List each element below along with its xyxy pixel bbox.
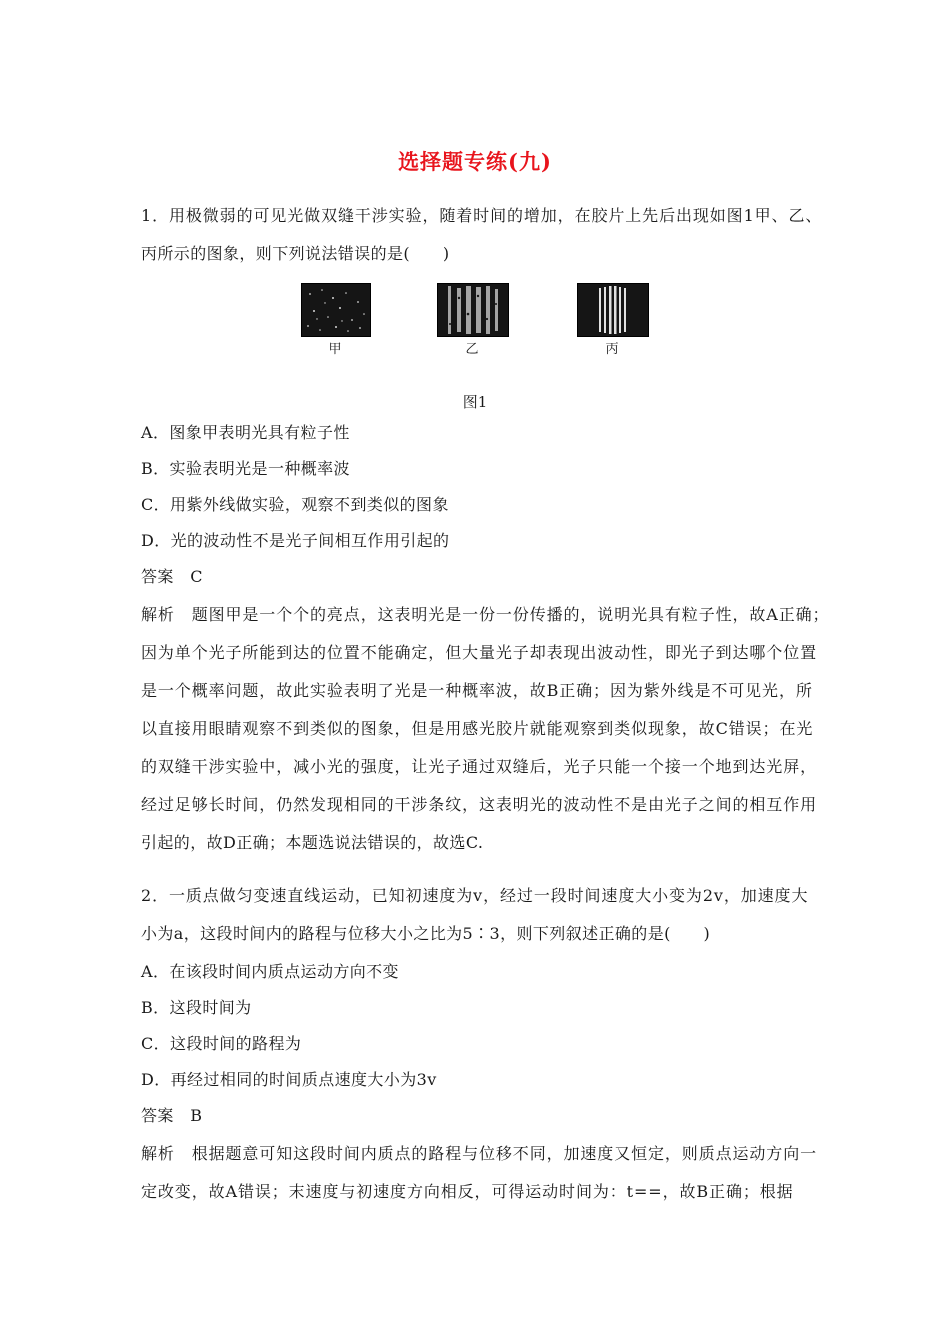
figure-yi-image	[437, 283, 509, 337]
figure-label-yi: 乙	[465, 342, 479, 357]
q2-stem-line-1: 2．一质点做匀变速直线运动，已知初速度为v，经过一段时间速度大小变为2v，加速度大	[141, 886, 809, 905]
q2-answer: 答案 B	[141, 1106, 203, 1125]
q2-analysis-line-1: 解析 根据题意可知这段时间内质点的路程与位移不同，加速度又恒定，则质点运动方向一	[141, 1144, 818, 1163]
q2-option-d: D．再经过相同的时间质点速度大小为3v	[141, 1070, 437, 1089]
q1-stem-line-2: 丙所示的图象，则下列说法错误的是( )	[141, 244, 450, 263]
q2-option-a: A．在该段时间内质点运动方向不变	[141, 962, 399, 981]
q1-option-b: B．实验表明光是一种概率波	[141, 459, 350, 478]
q1-analysis-line-6: 经过足够长时间，仍然发现相同的干涉条纹，这表明光的波动性不是由光子之间的相互作用	[141, 795, 818, 814]
q1-option-d: D．光的波动性不是光子间相互作用引起的	[141, 531, 450, 550]
figure-label-jia: 甲	[328, 342, 342, 357]
figure-caption: 图1	[462, 393, 488, 411]
q1-answer: 答案 C	[141, 567, 203, 586]
q1-option-c: C．用紫外线做实验，观察不到类似的图象	[141, 495, 449, 514]
figure-bing-image	[577, 283, 649, 337]
figure-jia-image	[301, 283, 371, 337]
q2-stem-line-2: 小为a，这段时间内的路程与位移大小之比为5∶3，则下列叙述正确的是( )	[141, 924, 711, 943]
q1-analysis-line-5: 的双缝干涉实验中，减小光的强度，让光子通过双缝后，光子只能一个接一个地到达光屏，	[141, 757, 818, 776]
q1-stem-line-1: 1．用极微弱的可见光做双缝干涉实验，随着时间的增加，在胶片上先后出现如图1甲、乙、	[141, 206, 823, 225]
page-title: 选择题专练(九)	[398, 149, 552, 174]
figure-label-bing: 丙	[605, 342, 619, 357]
q1-analysis-line-4: 以直接用眼睛观察不到类似的图象，但是用感光胶片就能观察到类似现象，故C错误；在光	[141, 719, 814, 738]
q1-analysis-line-2: 因为单个光子所能到达的位置不能确定，但大量光子却表现出波动性，即光子到达哪个位置	[141, 643, 818, 662]
q1-analysis-line-7: 引起的，故D正确；本题选说法错误的，故选C.	[141, 833, 484, 852]
q2-option-b: B．这段时间为	[141, 998, 252, 1017]
q1-analysis-line-3: 是一个概率问题，故此实验表明了光是一种概率波，故B正确；因为紫外线是不可见光，所	[141, 681, 813, 700]
q1-analysis-line-1: 解析 题图甲是一个个的亮点，这表明光是一份一份传播的，说明光具有粒子性，故A正确；	[141, 605, 830, 624]
q2-analysis-line-2: 定改变，故A错误；末速度与初速度方向相反，可得运动时间为：t==，故B正确；根据	[141, 1182, 794, 1201]
q1-option-a: A．图象甲表明光具有粒子性	[141, 423, 350, 442]
q2-option-c: C．这段时间的路程为	[141, 1034, 302, 1053]
